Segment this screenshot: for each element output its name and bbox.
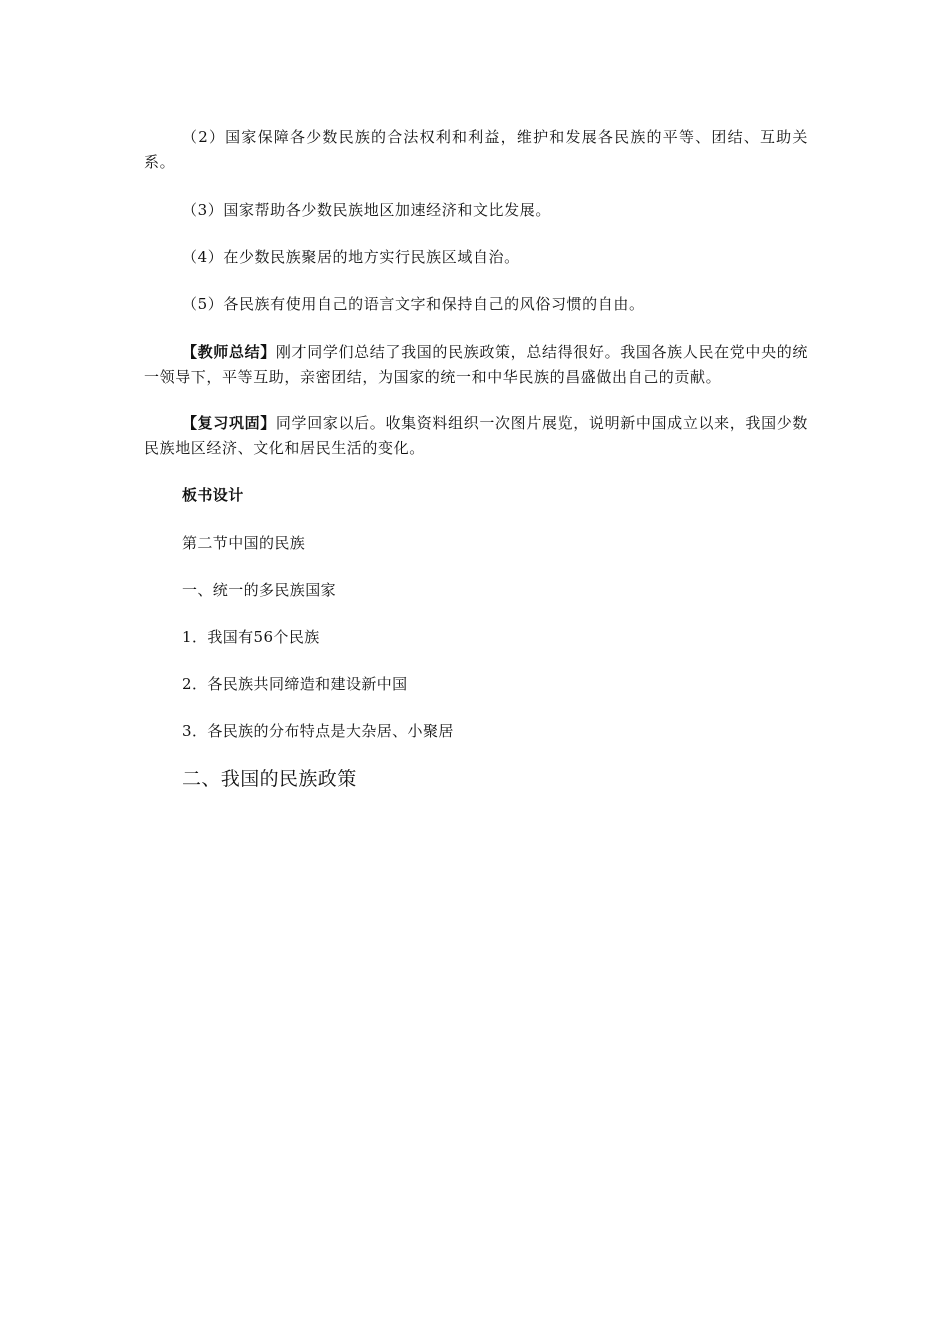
teacher-summary-paragraph	[144, 340, 808, 390]
review-paragraph	[144, 411, 808, 461]
review-label: 【复习巩固】	[182, 414, 276, 432]
policy-paragraph-3: （3）国家帮助各少数民族地区加速经济和文比发展。	[182, 201, 551, 219]
board-design-heading: 板书设计	[182, 486, 244, 504]
review-text: 同学回家以后。收集资料组织一次图片展览，说明新中国成立以来，我国少数民族地区经济、文化和居民生活的变化。	[144, 414, 808, 457]
teacher-summary-text: 刚才同学们总结了我国的民族政策，总结得很好。我国各族人民在党中央的统一领导下，平等互助，亲密团结，为国家的统一和中华民族的昌盛做出自己的贡献。	[144, 343, 808, 386]
board-item-2: 2．各民族共同缔造和建设新中国	[182, 675, 408, 693]
part-one-title: 一、统一的多民族国家	[182, 581, 337, 599]
section-title: 第二节中国的民族	[182, 534, 306, 552]
board-item-3: 3．各民族的分布特点是大杂居、小聚居	[182, 722, 454, 740]
policy-paragraph-5: （5）各民族有使用自己的语言文字和保持自己的风俗习惯的自由。	[182, 295, 645, 313]
policy-paragraph-2: （2）国家保障各少数民族的合法权利和利益，维护和发展各民族的平等、团结、互助关系。	[144, 128, 808, 171]
part-two-title: 二、我国的民族政策	[182, 768, 357, 790]
teacher-summary-label: 【教师总结】	[182, 343, 276, 361]
board-item-1: 1．我国有56个民族	[182, 628, 320, 646]
policy-paragraph-4: （4）在少数民族聚居的地方实行民族区域自治。	[182, 248, 520, 266]
